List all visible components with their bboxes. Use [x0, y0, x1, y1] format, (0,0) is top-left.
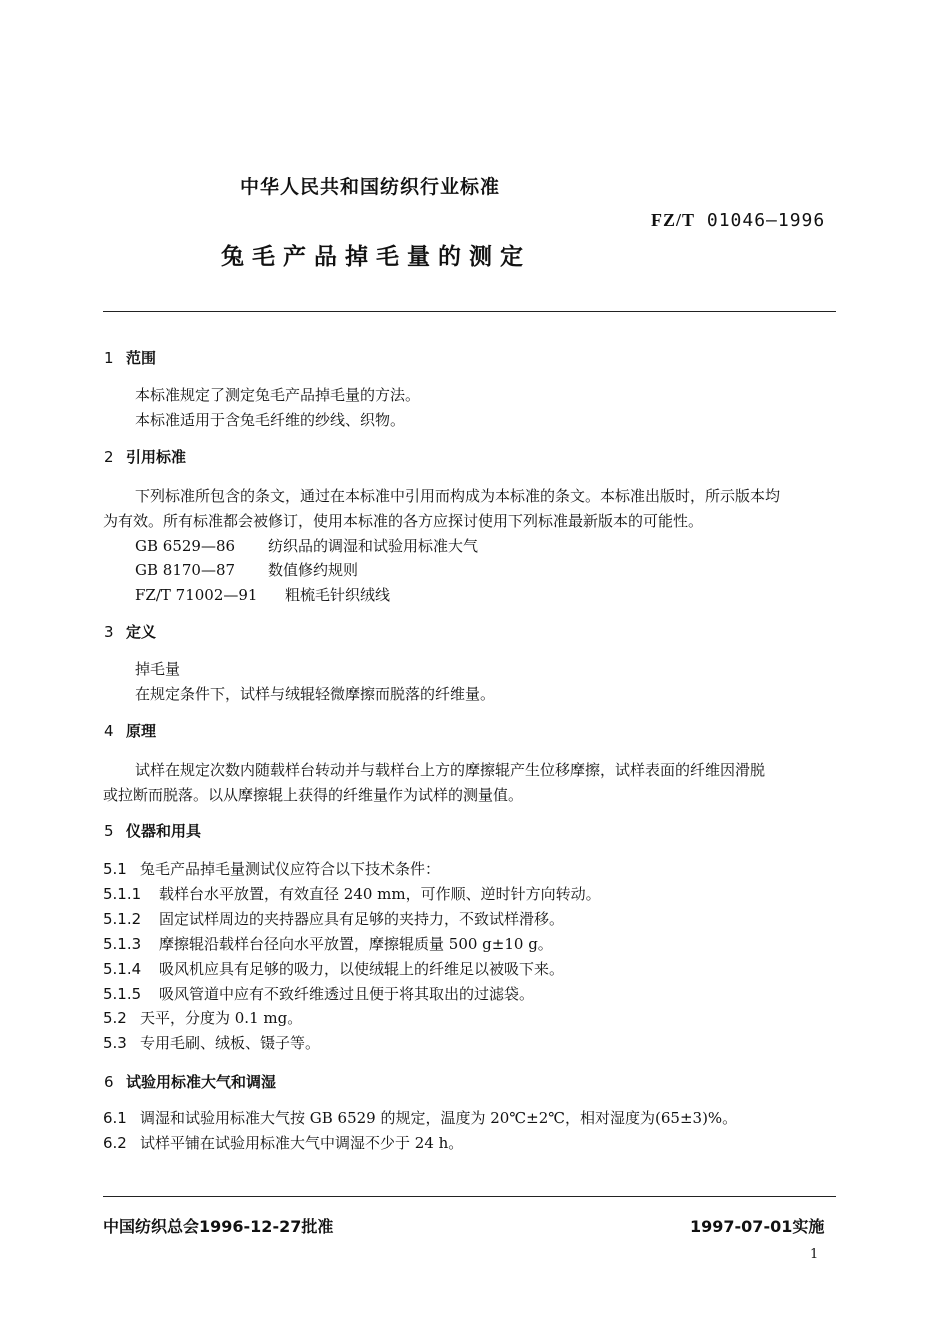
clause-text: 专用毛刷、绒板、镊子等。 — [140, 1034, 321, 1052]
paragraph: 本标准适用于含兔毛纤维的纱线、织物。 — [135, 411, 406, 429]
paragraph: 试样在规定次数内随载样台转动并与载样台上方的摩擦辊产生位移摩擦，试样表面的纤维因滑脱 — [135, 761, 766, 779]
section-number: 5 — [104, 822, 114, 840]
clause — [103, 1007, 302, 1028]
reference-name: 数值修约规则 — [268, 561, 359, 579]
clause — [103, 1032, 320, 1053]
reference-code: FZ/T 71002—91 — [135, 586, 258, 604]
clause-number: 5.1 — [103, 860, 127, 878]
section-title: 引用标准 — [126, 448, 187, 466]
clause — [103, 958, 564, 979]
section-number: 4 — [104, 722, 114, 740]
section-title: 范围 — [126, 349, 157, 367]
clause — [103, 908, 564, 929]
clause-number: 5.3 — [103, 1034, 127, 1052]
clause-number: 5.1.3 — [103, 935, 142, 953]
clause-number: 5.1.1 — [103, 885, 142, 903]
issuing-organization: 中华人民共和国纺织行业标准 — [240, 176, 501, 198]
footer-rule — [103, 1196, 836, 1197]
clause-text: 试样平铺在试验用标准大气中调湿不少于 24 h。 — [140, 1134, 464, 1152]
normative-reference — [135, 535, 478, 556]
clause — [103, 933, 553, 954]
standard-code-number: 01046—1996 — [706, 210, 826, 231]
paragraph: 下列标准所包含的条文，通过在本标准中引用而构成为本标准的条文。本标准出版时，所示版本均 — [135, 487, 781, 505]
clause-text: 吸风管道中应有不致纤维透过且便于将其取出的过滤袋。 — [159, 985, 535, 1003]
reference-code: GB 6529—86 — [135, 537, 236, 555]
clause-number: 5.1.2 — [103, 910, 142, 928]
clause-text: 固定试样周边的夹持器应具有足够的夹持力，不致试样滑移。 — [159, 910, 565, 928]
effective-date: 1997-07-01实施 — [690, 1217, 825, 1236]
header-rule — [103, 311, 836, 312]
clause-text: 摩擦辊沿载样台径向水平放置，摩擦辊质量 500 g±10 g。 — [159, 935, 553, 953]
clause-number: 6.1 — [103, 1109, 127, 1127]
section-2-heading — [104, 446, 186, 467]
reference-name: 纺织品的调湿和试验用标准大气 — [268, 537, 479, 555]
clause-text: 兔毛产品掉毛量测试仪应符合以下技术条件： — [140, 860, 441, 878]
clause — [103, 983, 534, 1004]
defined-term: 掉毛量 — [135, 660, 181, 678]
section-title: 原理 — [126, 722, 157, 740]
clause — [103, 1107, 737, 1128]
clause-number: 5.1.4 — [103, 960, 142, 978]
clause-text: 载样台水平放置，有效直径 240 mm，可作顺、逆时针方向转动。 — [159, 885, 601, 903]
section-4-heading — [104, 720, 156, 741]
approval-date: 中国纺织总会1996-12-27批准 — [103, 1217, 334, 1236]
clause — [103, 883, 601, 904]
clause — [103, 1132, 463, 1153]
definition: 在规定条件下，试样与绒辊轻微摩擦而脱落的纤维量。 — [135, 685, 496, 703]
section-title: 仪器和用具 — [126, 822, 202, 840]
section-1-heading — [104, 347, 156, 368]
standard-code-prefix: FZ/T — [651, 210, 696, 230]
section-5-heading — [104, 820, 201, 841]
paragraph: 或拉断而脱落。以从摩擦辊上获得的纤维量作为试样的测量值。 — [103, 786, 524, 804]
clause-text: 天平，分度为 0.1 mg。 — [140, 1009, 303, 1027]
section-3-heading — [104, 621, 156, 642]
section-number: 1 — [104, 349, 114, 367]
section-number: 3 — [104, 623, 114, 641]
section-number: 2 — [104, 448, 114, 466]
clause-text: 吸风机应具有足够的吸力，以使绒辊上的纤维足以被吸下来。 — [159, 960, 565, 978]
reference-code: GB 8170—87 — [135, 561, 236, 579]
section-title: 试验用标准大气和调湿 — [126, 1073, 277, 1091]
paragraph: 为有效。所有标准都会被修订，使用本标准的各方应探讨使用下列标准最新版本的可能性。 — [103, 512, 704, 530]
normative-reference — [135, 584, 390, 605]
paragraph: 本标准规定了测定兔毛产品掉毛量的方法。 — [135, 386, 421, 404]
section-title: 定义 — [126, 623, 157, 641]
clause-number: 5.2 — [103, 1009, 127, 1027]
clause-text: 调湿和试验用标准大气按 GB 6529 的规定，温度为 20℃±2℃，相对湿度为(65±3)%。 — [140, 1109, 738, 1127]
normative-reference — [135, 559, 358, 580]
section-number: 6 — [104, 1073, 114, 1091]
page-number: 1 — [810, 1247, 819, 1262]
section-6-heading — [104, 1071, 276, 1092]
standard-code — [651, 210, 825, 231]
clause-number: 5.1.5 — [103, 985, 142, 1003]
reference-name: 粗梳毛针织绒线 — [285, 586, 391, 604]
document-title: 兔毛产品掉毛量的测定 — [221, 244, 531, 270]
clause — [103, 858, 440, 879]
clause-number: 6.2 — [103, 1134, 127, 1152]
